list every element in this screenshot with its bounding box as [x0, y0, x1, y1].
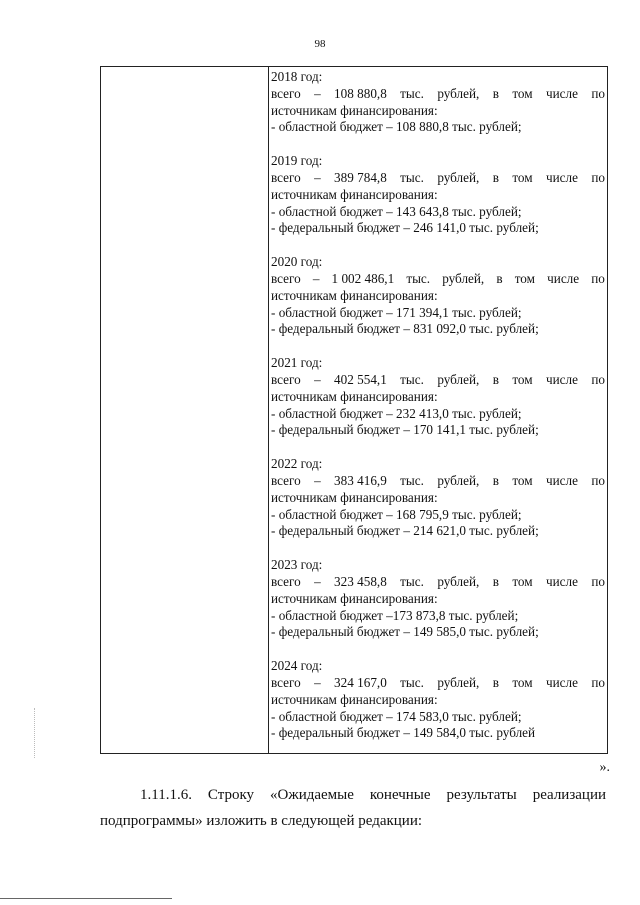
paragraph-word: реализации — [532, 787, 606, 803]
total-word: числе — [545, 674, 578, 690]
total-word: числе — [545, 169, 578, 185]
sources-label: источникам финансирования: — [271, 186, 438, 202]
total-word: всего — [271, 674, 301, 690]
total-word: всего — [271, 371, 301, 387]
total-word: рублей, — [442, 270, 485, 286]
year-heading: 2023 год: — [271, 557, 323, 573]
total-word: тыс. — [406, 270, 431, 286]
sources-label: источникам финансирования: — [271, 102, 438, 118]
budget-line: - федеральный бюджет – 214 621,0 тыс. рублей; — [271, 523, 539, 539]
year-heading: 2024 год: — [271, 658, 323, 674]
table-right-cell — [271, 69, 605, 742]
total-word: 402 554,1 — [334, 371, 387, 387]
total-word: числе — [545, 472, 578, 488]
paragraph-word: конечные — [369, 787, 431, 803]
total-word: 108 880,8 — [334, 85, 387, 101]
total-word: том — [512, 472, 533, 488]
total-word: тыс. — [400, 674, 424, 690]
total-word: тыс. — [400, 472, 424, 488]
closing-quote: ». — [599, 760, 610, 775]
year-heading: 2021 год: — [271, 355, 323, 371]
total-word: в — [492, 85, 499, 101]
total-word: – — [314, 371, 321, 387]
budget-line: - федеральный бюджет – 149 585,0 тыс. рублей; — [271, 624, 539, 640]
total-word: рублей, — [437, 674, 480, 690]
budget-line: - областной бюджет – 143 643,8 тыс. рублей; — [271, 203, 522, 219]
total-word: по — [591, 472, 605, 488]
total-word: том — [512, 674, 533, 690]
total-word: 389 784,8 — [334, 169, 387, 185]
sources-label: источникам финансирования: — [271, 388, 438, 404]
paragraph-word: результаты — [446, 787, 517, 803]
total-word: в — [496, 270, 503, 286]
total-word: всего — [271, 573, 301, 589]
budget-line: - областной бюджет – 108 880,8 тыс. рублей; — [271, 119, 522, 135]
total-word: по — [591, 169, 605, 185]
total-word: том — [512, 169, 533, 185]
total-word: тыс. — [400, 371, 424, 387]
year-heading: 2022 год: — [271, 456, 323, 472]
total-word: – — [312, 270, 320, 286]
paragraph-word: 1.11.1.6. — [140, 787, 192, 803]
total-word: рублей, — [437, 85, 480, 101]
total-word: тыс. — [400, 85, 424, 101]
sources-label: источникам финансирования: — [271, 691, 438, 707]
year-heading: 2018 год: — [271, 69, 323, 84]
total-word: – — [314, 472, 321, 488]
total-word: числе — [545, 85, 578, 101]
total-word: том — [512, 371, 533, 387]
paragraph-word: Строку — [207, 787, 255, 803]
total-word: тыс. — [400, 573, 424, 589]
table-left-cell — [101, 67, 269, 753]
total-word: в — [492, 674, 499, 690]
year-block — [271, 69, 605, 136]
total-word: – — [314, 573, 321, 589]
total-word: 323 458,8 — [334, 573, 387, 589]
year-block — [271, 355, 605, 439]
total-word: по — [591, 85, 605, 101]
sources-label: источникам финансирования: — [271, 287, 438, 303]
page-number: 98 — [314, 38, 326, 50]
total-word: том — [512, 573, 533, 589]
paragraph-line-2: подпрограммы» изложить в следующей редакции: — [100, 813, 423, 829]
total-word: рублей, — [437, 371, 480, 387]
total-word: в — [492, 573, 499, 589]
total-word: том — [512, 85, 533, 101]
paragraph-line-1 — [100, 782, 606, 808]
budget-line: - областной бюджет – 171 394,1 тыс. рублей; — [271, 304, 522, 320]
total-line — [271, 574, 605, 591]
budget-line: - федеральный бюджет – 170 141,1 тыс. рублей; — [271, 422, 539, 438]
total-word: числе — [545, 573, 578, 589]
funding-table — [100, 66, 608, 754]
budget-line: - областной бюджет –173 873,8 тыс. рублей; — [271, 607, 519, 623]
budget-line: - федеральный бюджет – 246 141,0 тыс. рублей; — [271, 220, 539, 236]
total-word: по — [591, 573, 605, 589]
year-block — [271, 456, 605, 540]
total-word: всего — [271, 85, 301, 101]
year-block — [271, 153, 605, 237]
budget-line: - федеральный бюджет – 149 584,0 тыс. рублей — [271, 725, 536, 741]
margin-mark — [34, 708, 37, 758]
total-word: в — [492, 371, 499, 387]
total-line — [271, 675, 605, 692]
total-word: числе — [545, 371, 578, 387]
total-word: 1 002 486,1 — [331, 270, 395, 286]
total-word: – — [314, 674, 321, 690]
total-line — [271, 170, 605, 187]
total-line — [271, 86, 605, 103]
budget-line: - областной бюджет – 174 583,0 тыс. рублей; — [271, 708, 522, 724]
total-word: 324 167,0 — [334, 674, 387, 690]
year-block — [271, 254, 605, 338]
total-word: по — [591, 674, 605, 690]
total-word: в — [492, 472, 499, 488]
instruction-paragraph — [100, 782, 606, 834]
total-word: рублей, — [437, 573, 480, 589]
year-heading: 2019 год: — [271, 153, 323, 169]
total-word: всего — [271, 472, 301, 488]
total-word: 383 416,9 — [334, 472, 387, 488]
total-word: всего — [271, 270, 301, 286]
total-word: по — [591, 371, 605, 387]
sources-label: источникам финансирования: — [271, 489, 438, 505]
total-line — [271, 473, 605, 490]
budget-line: - федеральный бюджет – 831 092,0 тыс. рублей; — [271, 321, 539, 337]
total-word: тыс. — [400, 169, 424, 185]
total-word: рублей, — [437, 169, 480, 185]
total-line — [271, 271, 605, 288]
sources-label: источникам финансирования: — [271, 590, 438, 606]
total-word: в — [492, 169, 499, 185]
total-line — [271, 372, 605, 389]
total-word: всего — [271, 169, 301, 185]
year-heading: 2020 год: — [271, 254, 323, 270]
year-block — [271, 658, 605, 742]
budget-line: - областной бюджет – 168 795,9 тыс. рублей; — [271, 506, 522, 522]
paragraph-word: «Ожидаемые — [270, 787, 354, 803]
budget-line: - областной бюджет – 232 413,0 тыс. рублей; — [271, 405, 522, 421]
total-word: – — [314, 169, 321, 185]
total-word: по — [591, 270, 605, 286]
total-word: рублей, — [437, 472, 480, 488]
footer-rule — [0, 898, 172, 899]
total-word: числе — [547, 270, 580, 286]
total-word: – — [314, 85, 321, 101]
year-block — [271, 557, 605, 641]
total-word: том — [514, 270, 535, 286]
